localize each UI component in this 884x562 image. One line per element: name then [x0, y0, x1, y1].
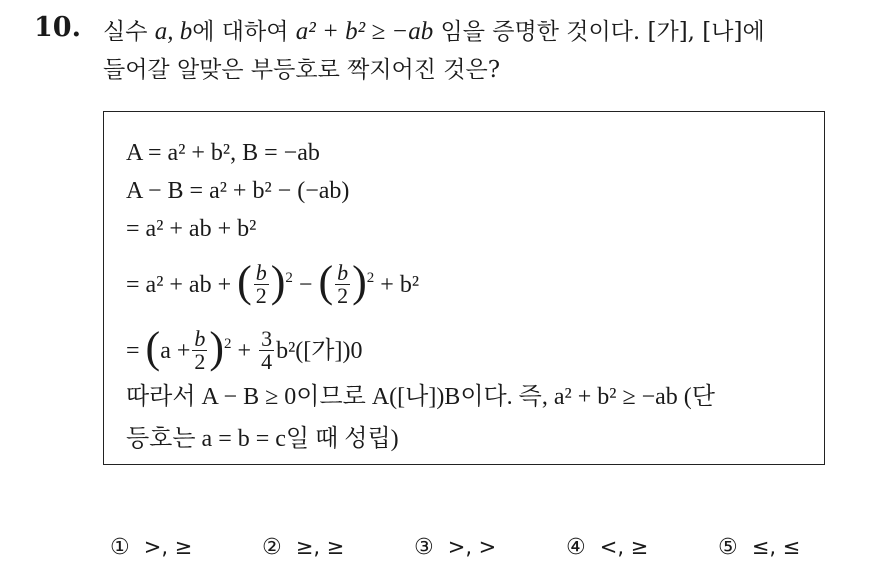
fraction-b-over-2: $\frac{b}{2}$: [337, 259, 349, 308]
proof-line-6: 따라서 A − B ≥ 0이므로 A([나])B이다. 즉, a² + b² ≥ −ab (단: [126, 384, 715, 410]
stem-line-2: 들어갈 알맞은 부등호로 짝지어진 것은?: [103, 57, 501, 83]
fraction-3-over-4: $\frac{3}{4}$: [261, 325, 273, 374]
proof-line-5: = (a + $\frac{b}{2}$ )$^2$ + $\frac{3}{4}$ b²([가])0: [126, 323, 363, 374]
stem-variables: a, b: [154, 18, 193, 45]
proof-line-2: A − B = a² + b² − (−ab): [126, 178, 350, 204]
fraction-b-over-2: $\frac{b}{2}$: [194, 325, 206, 374]
question-number: 10.: [34, 12, 81, 43]
proof-line-1: A = a² + b², B = −ab: [126, 140, 320, 166]
question-stem: [103, 13, 873, 89]
stem-text-3: 임을 증명한 것이다. [가], [나]에: [440, 19, 765, 45]
fraction-b-over-2: $\frac{b}{2}$: [255, 259, 267, 308]
stem-inequality: a² + b² ≥ −ab: [295, 18, 434, 45]
stem-line-1: [103, 13, 873, 51]
choice-5[interactable]: ⑤ ≤, ≤: [718, 535, 801, 560]
proof-line-3: = a² + ab + b²: [126, 216, 257, 242]
stem-text-2: 에 대하여: [192, 19, 296, 45]
proof-line-7: 등호는 a = b = c일 때 성립): [126, 426, 399, 452]
proof-line-4-lead: = a² + ab +: [126, 272, 232, 298]
choice-3[interactable]: ③ >, >: [414, 535, 497, 560]
proof-line-4: = a² + ab + ( $\frac{b}{2}$ )$^2$ − ( $\frac{b}{2}$ )$^2$ + b²: [126, 257, 420, 308]
choice-2[interactable]: ② ≥, ≥: [262, 535, 345, 560]
choice-1[interactable]: ① >, ≥: [110, 535, 193, 560]
choice-4[interactable]: ④ <, ≥: [566, 535, 649, 560]
stem-text-1: 실수: [103, 19, 155, 45]
